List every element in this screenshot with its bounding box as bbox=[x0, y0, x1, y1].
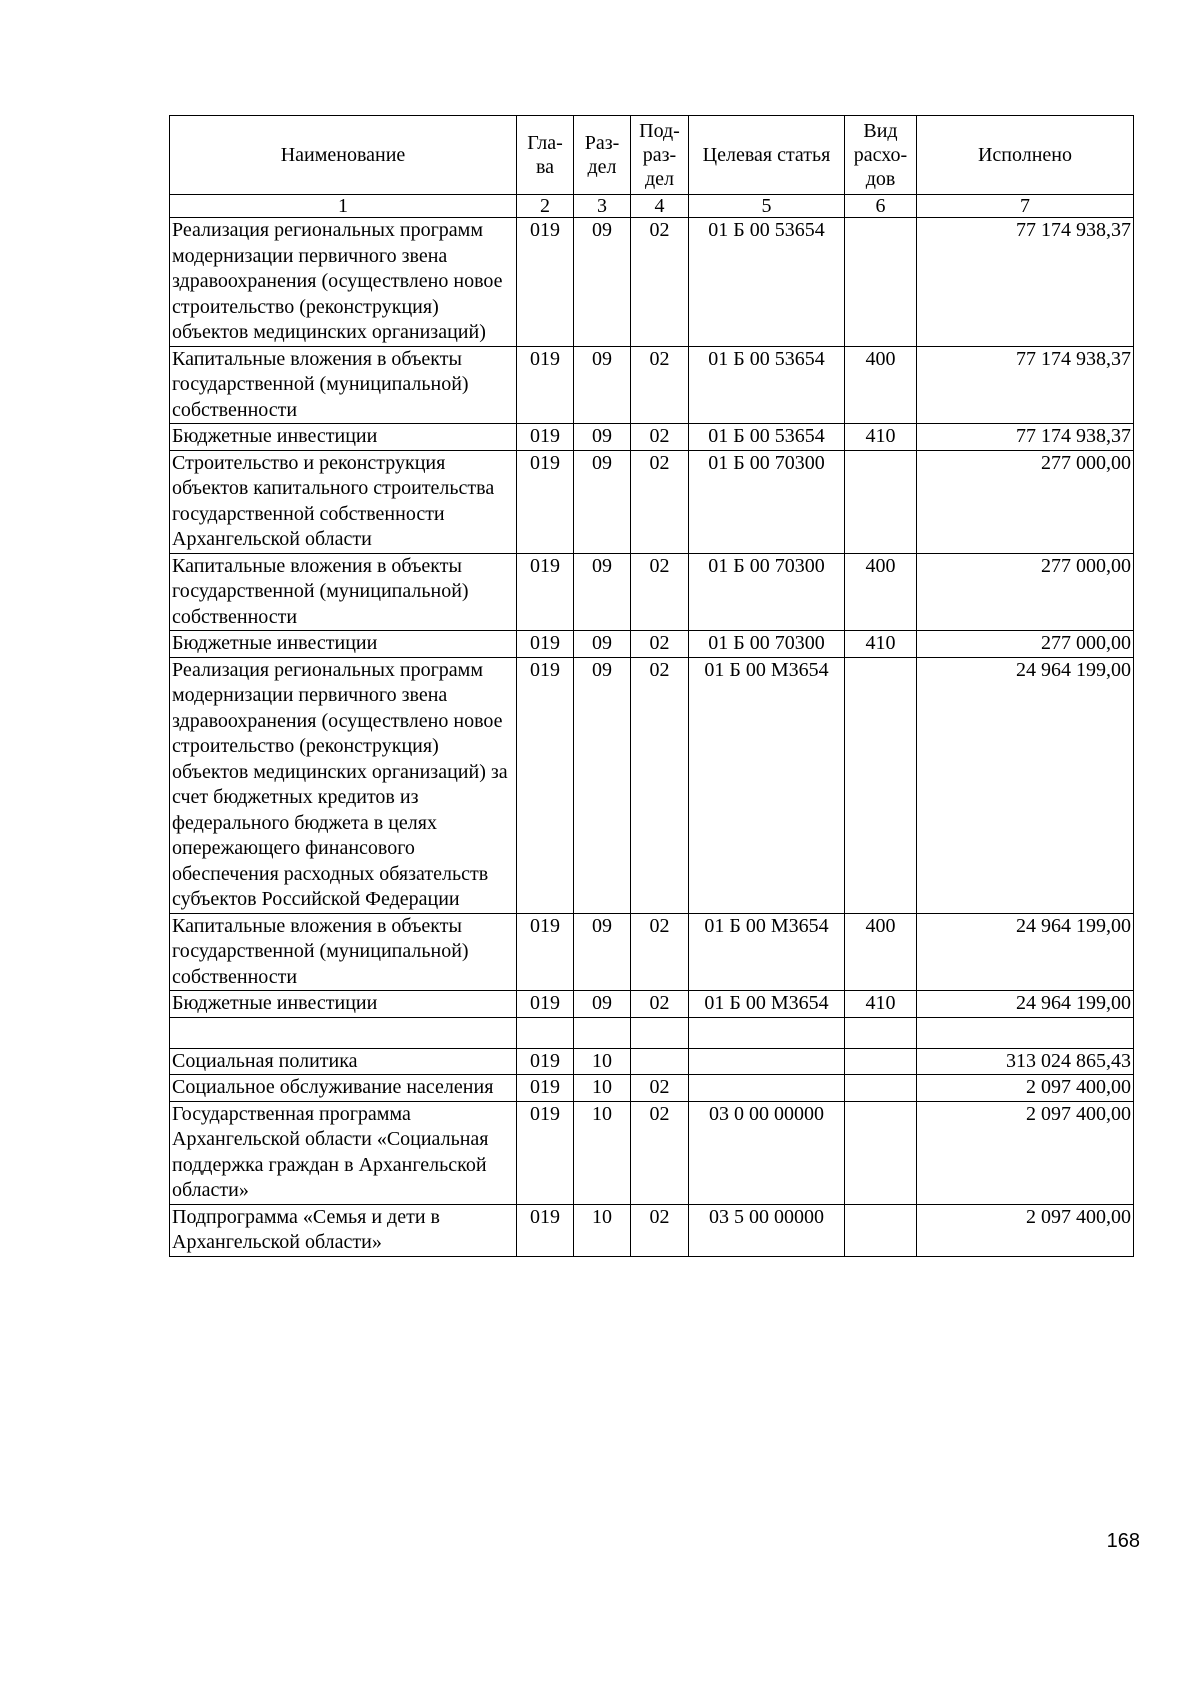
row-subsection-cell bbox=[631, 1048, 689, 1075]
row-subsection-cell: 02 bbox=[631, 631, 689, 658]
row-executed-cell: 77 174 938,37 bbox=[917, 218, 1134, 347]
column-number: 1 bbox=[170, 195, 517, 218]
table-row bbox=[170, 1017, 1134, 1048]
row-target-article-cell: 03 0 00 00000 bbox=[689, 1101, 845, 1204]
row-section-cell: 10 bbox=[574, 1204, 631, 1256]
table-body bbox=[170, 218, 1134, 1257]
table-row bbox=[170, 553, 1134, 631]
table-row bbox=[170, 1204, 1134, 1256]
row-executed-cell bbox=[917, 1017, 1134, 1048]
row-chapter-cell: 019 bbox=[517, 346, 574, 424]
row-expense-kind-cell bbox=[845, 1017, 917, 1048]
row-section-cell: 09 bbox=[574, 450, 631, 553]
row-name-cell: Бюджетные инвестиции bbox=[170, 991, 517, 1018]
row-name-cell: Бюджетные инвестиции bbox=[170, 424, 517, 451]
table-row bbox=[170, 1075, 1134, 1102]
row-section-cell: 09 bbox=[574, 424, 631, 451]
row-chapter-cell bbox=[517, 1017, 574, 1048]
row-chapter-cell: 019 bbox=[517, 913, 574, 991]
row-chapter-cell: 019 bbox=[517, 424, 574, 451]
row-subsection-cell: 02 bbox=[631, 218, 689, 347]
table-row bbox=[170, 424, 1134, 451]
row-expense-kind-cell: 410 bbox=[845, 631, 917, 658]
row-expense-kind-cell bbox=[845, 1075, 917, 1102]
row-expense-kind-cell: 400 bbox=[845, 913, 917, 991]
row-name-cell: Капитальные вложения в объекты государственной (муниципальной) собственности bbox=[170, 913, 517, 991]
row-name-cell: Капитальные вложения в объекты государственной (муниципальной) собственности bbox=[170, 346, 517, 424]
header-target-article: Целевая статья bbox=[689, 116, 845, 195]
row-target-article-cell bbox=[689, 1017, 845, 1048]
row-section-cell bbox=[574, 1017, 631, 1048]
row-subsection-cell: 02 bbox=[631, 424, 689, 451]
table-header-row bbox=[170, 116, 1134, 195]
row-expense-kind-cell bbox=[845, 450, 917, 553]
row-target-article-cell: 01 Б 00 М3654 bbox=[689, 991, 845, 1018]
header-expense-kind: Вид расхо- дов bbox=[845, 116, 917, 195]
table-row bbox=[170, 450, 1134, 553]
row-target-article-cell: 03 5 00 00000 bbox=[689, 1204, 845, 1256]
row-expense-kind-cell: 400 bbox=[845, 346, 917, 424]
column-number: 7 bbox=[917, 195, 1134, 218]
row-chapter-cell: 019 bbox=[517, 1101, 574, 1204]
row-subsection-cell: 02 bbox=[631, 991, 689, 1018]
table-row bbox=[170, 631, 1134, 658]
row-section-cell: 09 bbox=[574, 346, 631, 424]
row-subsection-cell: 02 bbox=[631, 913, 689, 991]
row-target-article-cell: 01 Б 00 53654 bbox=[689, 346, 845, 424]
header-subsection: Под- раз- дел bbox=[631, 116, 689, 195]
table-row bbox=[170, 346, 1134, 424]
row-chapter-cell: 019 bbox=[517, 218, 574, 347]
row-target-article-cell bbox=[689, 1048, 845, 1075]
table-row bbox=[170, 218, 1134, 347]
row-expense-kind-cell: 410 bbox=[845, 424, 917, 451]
row-name-cell: Социальная политика bbox=[170, 1048, 517, 1075]
row-expense-kind-cell bbox=[845, 1204, 917, 1256]
row-target-article-cell: 01 Б 00 70300 bbox=[689, 553, 845, 631]
row-executed-cell: 77 174 938,37 bbox=[917, 346, 1134, 424]
row-subsection-cell: 02 bbox=[631, 657, 689, 913]
row-section-cell: 09 bbox=[574, 218, 631, 347]
row-section-cell: 09 bbox=[574, 991, 631, 1018]
row-section-cell: 10 bbox=[574, 1075, 631, 1102]
column-number-row bbox=[170, 195, 1134, 218]
budget-execution-table bbox=[169, 115, 1134, 1257]
column-number: 5 bbox=[689, 195, 845, 218]
row-executed-cell: 77 174 938,37 bbox=[917, 424, 1134, 451]
row-chapter-cell: 019 bbox=[517, 991, 574, 1018]
row-target-article-cell: 01 Б 00 М3654 bbox=[689, 657, 845, 913]
row-name-cell: Государственная программа Архангельской области «Социальная поддержка граждан в Архангельской области» bbox=[170, 1101, 517, 1204]
table-row bbox=[170, 657, 1134, 913]
row-name-cell bbox=[170, 1017, 517, 1048]
row-chapter-cell: 019 bbox=[517, 657, 574, 913]
row-section-cell: 10 bbox=[574, 1101, 631, 1204]
row-chapter-cell: 019 bbox=[517, 450, 574, 553]
row-target-article-cell: 01 Б 00 70300 bbox=[689, 631, 845, 658]
row-section-cell: 09 bbox=[574, 631, 631, 658]
row-name-cell: Строительство и реконструкция объектов капитального строительства государственной собственности Архангельской области bbox=[170, 450, 517, 553]
row-chapter-cell: 019 bbox=[517, 631, 574, 658]
table-row bbox=[170, 991, 1134, 1018]
row-expense-kind-cell bbox=[845, 218, 917, 347]
row-name-cell: Реализация региональных программ модернизации первичного звена здравоохранения (осуществлено новое строительство (реконструкция) объектов медицинских организаций) за счет бюджетных кредитов из федерального бюджета в целях опережающего финансового обеспечения расходных обязательств субъектов Российской Федерации bbox=[170, 657, 517, 913]
header-name: Наименование bbox=[170, 116, 517, 195]
row-executed-cell: 2 097 400,00 bbox=[917, 1101, 1134, 1204]
row-executed-cell: 2 097 400,00 bbox=[917, 1204, 1134, 1256]
row-subsection-cell: 02 bbox=[631, 553, 689, 631]
row-section-cell: 09 bbox=[574, 657, 631, 913]
table-row bbox=[170, 1048, 1134, 1075]
column-number: 2 bbox=[517, 195, 574, 218]
row-expense-kind-cell bbox=[845, 1048, 917, 1075]
row-target-article-cell bbox=[689, 1075, 845, 1102]
column-number: 6 bbox=[845, 195, 917, 218]
row-target-article-cell: 01 Б 00 53654 bbox=[689, 424, 845, 451]
row-executed-cell: 24 964 199,00 bbox=[917, 657, 1134, 913]
row-executed-cell: 277 000,00 bbox=[917, 450, 1134, 553]
table-row bbox=[170, 913, 1134, 991]
row-expense-kind-cell bbox=[845, 1101, 917, 1204]
row-target-article-cell: 01 Б 00 М3654 bbox=[689, 913, 845, 991]
page-number: 168 bbox=[1106, 1530, 1140, 1552]
row-subsection-cell: 02 bbox=[631, 346, 689, 424]
row-executed-cell: 313 024 865,43 bbox=[917, 1048, 1134, 1075]
row-chapter-cell: 019 bbox=[517, 1048, 574, 1075]
row-chapter-cell: 019 bbox=[517, 1075, 574, 1102]
row-subsection-cell: 02 bbox=[631, 450, 689, 553]
row-name-cell: Капитальные вложения в объекты государственной (муниципальной) собственности bbox=[170, 553, 517, 631]
row-subsection-cell bbox=[631, 1017, 689, 1048]
row-name-cell: Подпрограмма «Семья и дети в Архангельской области» bbox=[170, 1204, 517, 1256]
row-expense-kind-cell: 410 bbox=[845, 991, 917, 1018]
row-section-cell: 09 bbox=[574, 553, 631, 631]
row-executed-cell: 277 000,00 bbox=[917, 631, 1134, 658]
header-chapter: Гла- ва bbox=[517, 116, 574, 195]
header-executed: Исполнено bbox=[917, 116, 1134, 195]
row-target-article-cell: 01 Б 00 53654 bbox=[689, 218, 845, 347]
row-name-cell: Реализация региональных программ модернизации первичного звена здравоохранения (осуществлено новое строительство (реконструкция) объектов медицинских организаций) bbox=[170, 218, 517, 347]
column-number: 3 bbox=[574, 195, 631, 218]
row-subsection-cell: 02 bbox=[631, 1101, 689, 1204]
row-section-cell: 09 bbox=[574, 913, 631, 991]
row-subsection-cell: 02 bbox=[631, 1204, 689, 1256]
row-expense-kind-cell bbox=[845, 657, 917, 913]
row-chapter-cell: 019 bbox=[517, 553, 574, 631]
header-section: Раз- дел bbox=[574, 116, 631, 195]
row-executed-cell: 2 097 400,00 bbox=[917, 1075, 1134, 1102]
row-name-cell: Социальное обслуживание населения bbox=[170, 1075, 517, 1102]
row-subsection-cell: 02 bbox=[631, 1075, 689, 1102]
row-name-cell: Бюджетные инвестиции bbox=[170, 631, 517, 658]
row-chapter-cell: 019 bbox=[517, 1204, 574, 1256]
table-row bbox=[170, 1101, 1134, 1204]
row-expense-kind-cell: 400 bbox=[845, 553, 917, 631]
row-target-article-cell: 01 Б 00 70300 bbox=[689, 450, 845, 553]
row-section-cell: 10 bbox=[574, 1048, 631, 1075]
row-executed-cell: 277 000,00 bbox=[917, 553, 1134, 631]
column-number: 4 bbox=[631, 195, 689, 218]
row-executed-cell: 24 964 199,00 bbox=[917, 991, 1134, 1018]
row-executed-cell: 24 964 199,00 bbox=[917, 913, 1134, 991]
